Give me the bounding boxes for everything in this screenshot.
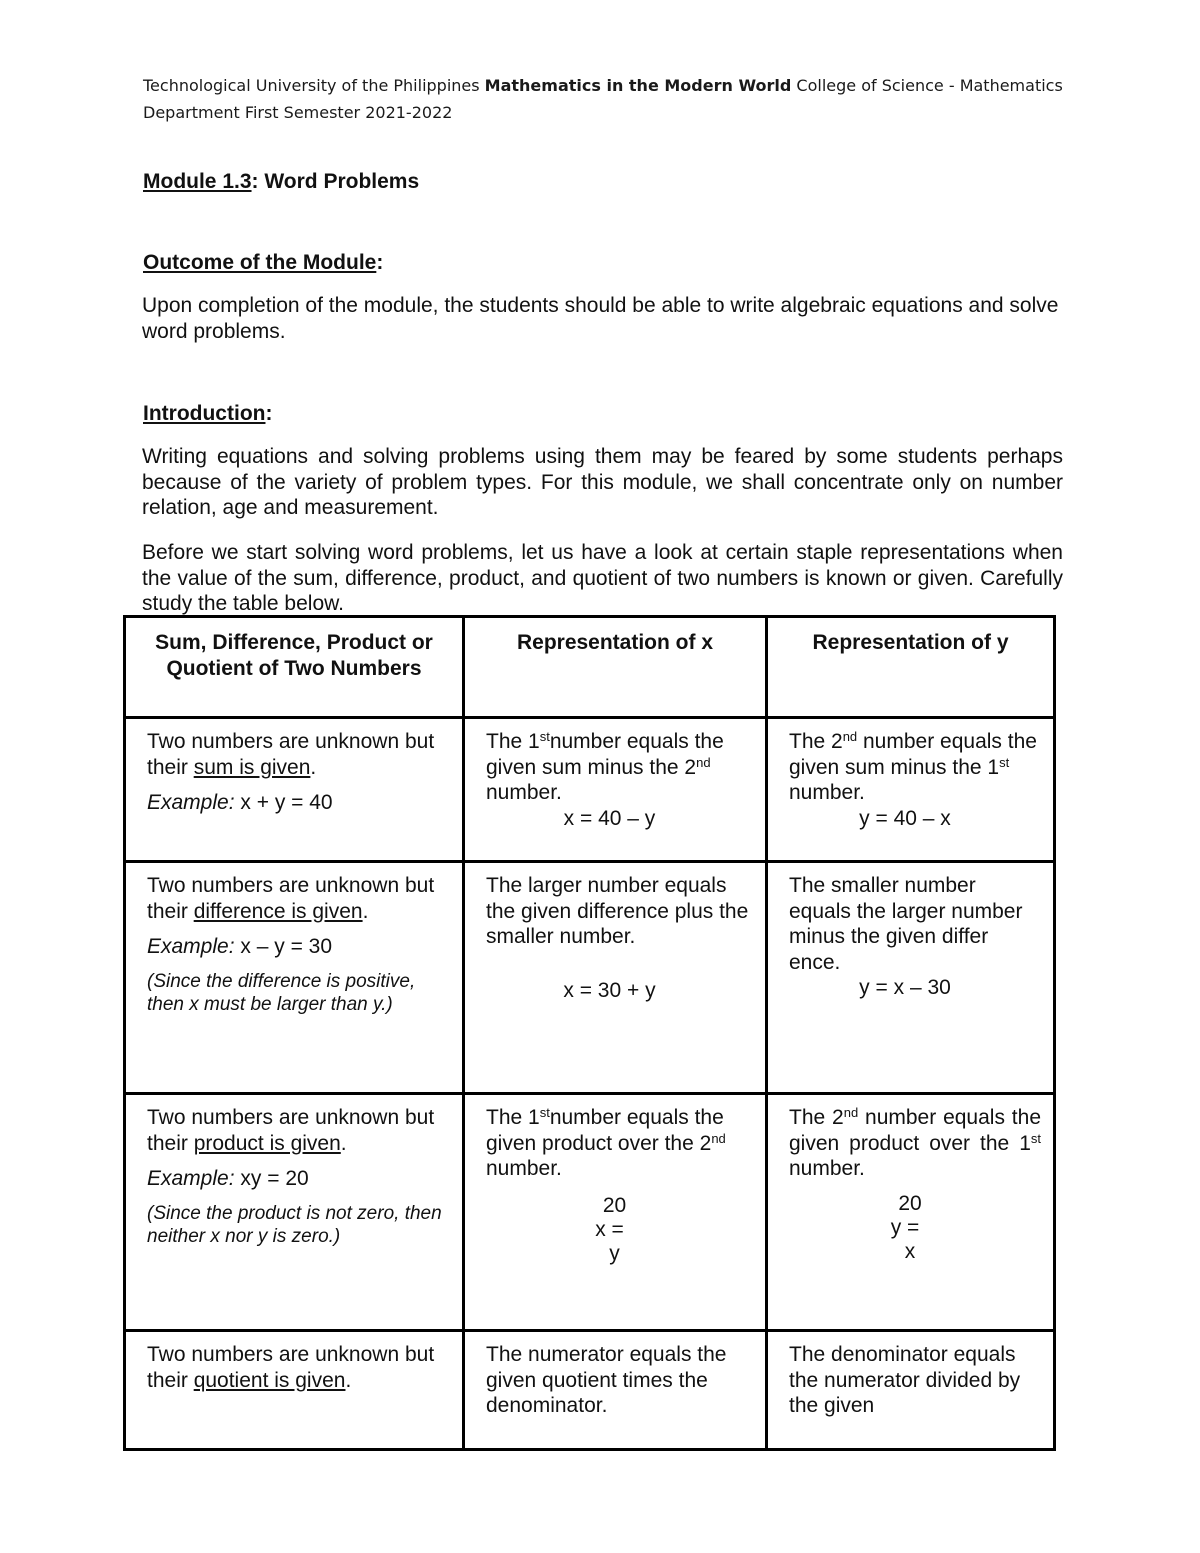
module-title [143, 170, 419, 194]
equation: x = 40 – y [563, 806, 656, 830]
table-header-cell: Representation of y [767, 617, 1055, 718]
header-course: Mathematics in the Modern World [484, 76, 792, 95]
table-cell-description: Two numbers are unknown but their difference is given. Example: x – y = 30 (Since the difference is positive, then x must be larger than y.) [125, 862, 464, 1094]
table-header-cell: Sum, Difference, Product or Quotient of Two Numbers [125, 617, 464, 718]
underlined-given: product is given [193, 1131, 341, 1155]
fraction-equation [486, 1194, 753, 1266]
table-header-cell: Representation of x [464, 617, 767, 718]
table-row [125, 718, 1055, 862]
outcome-heading [143, 251, 383, 275]
table-row [125, 862, 1055, 1094]
table-cell-representation-y: The 2nd number equals the given sum minus the 1st number. y = 40 – x [767, 718, 1055, 862]
example: Example: x + y = 40 [147, 791, 333, 814]
fraction-numerator: 20 [898, 1191, 922, 1215]
fraction-lhs: y = [890, 1215, 920, 1239]
table-header-row [125, 617, 1055, 718]
example: Example: xy = 20 [147, 1167, 309, 1190]
underlined-given: sum is given [193, 755, 311, 779]
introduction-paragraph-2: Before we start solving word problems, let us have a look at certain staple representations when the value of the sum, difference, product, and quotient of two numbers is known or given. Carefully study the table below. [142, 541, 1063, 615]
table-row [125, 1331, 1055, 1450]
table-row [125, 1094, 1055, 1331]
table-cell-description: Two numbers are unknown but their product is given. Example: xy = 20 (Since the product is not zero, then neither x nor y is zero.) [125, 1094, 464, 1331]
module-label: Module 1.3 [143, 170, 252, 193]
underlined-given: difference is given [193, 899, 363, 923]
fraction-denominator: x [904, 1239, 916, 1263]
table-cell-representation-x: The larger number equals the given difference plus the smaller number. x = 30 + y [464, 862, 767, 1094]
document-header [143, 72, 1073, 126]
introduction-heading-text: Introduction [143, 402, 266, 425]
introduction-paragraph-1: Writing equations and solving problems using them may be feared by some students perhaps because of the variety of problem types. For this module, we shall concentrate only on number relation, age and measurement. [142, 445, 1063, 519]
equation: y = x – 30 [859, 976, 951, 999]
introduction-heading-colon: : [265, 402, 273, 425]
header-university: Technological University of the Philippines [143, 76, 485, 95]
fraction-lhs: x = [595, 1217, 624, 1241]
outcome-heading-text: Outcome of the Module [143, 251, 377, 274]
note: (Since the difference is positive, then x must be larger than y.) [147, 970, 416, 1015]
underlined-given: quotient is given [193, 1368, 346, 1392]
table-cell-representation-x: The 1stnumber equals the given sum minus the 2nd number. x = 40 – y [464, 718, 767, 862]
table-cell-description: Two numbers are unknown but their quotient is given. [125, 1331, 464, 1450]
table-cell-representation-x: The 1stnumber equals the given product over the 2nd number. 20 x = y [464, 1094, 767, 1331]
fraction-equation [789, 1192, 1041, 1264]
outcome-heading-colon: : [376, 251, 384, 274]
fraction-denominator: y [609, 1241, 620, 1265]
table-cell-representation-y: The denominator equals the numerator divided by the given [767, 1331, 1055, 1450]
introduction-heading [143, 402, 272, 426]
fraction-numerator: 20 [602, 1193, 627, 1217]
table-cell-representation-y: The smaller number equals the larger number minus the given differ ence. y = x – 30 [767, 862, 1055, 1094]
header-department: College of Science - Mathematics Department First Semester 2021-2022 [143, 76, 1063, 122]
table-cell-description: Two numbers are unknown but their sum is given. Example: x + y = 40 [125, 718, 464, 862]
equation: y = 40 – x [859, 806, 951, 830]
table-cell-representation-x: The numerator equals the given quotient times the denominator. [464, 1331, 767, 1450]
representation-table [123, 615, 1056, 1451]
note: (Since the product is not zero, then neither x nor y is zero.) [147, 1202, 442, 1247]
table-cell-representation-y: The 2nd number equals the given product over the 1st number. 20 y = x [767, 1094, 1055, 1331]
outcome-text: Upon completion of the module, the students should be able to write algebraic equations and solve word problems. [142, 294, 1059, 343]
module-title-rest: : Word Problems [251, 170, 420, 193]
example: Example: x – y = 30 [147, 935, 333, 958]
equation: x = 30 + y [563, 978, 656, 1002]
